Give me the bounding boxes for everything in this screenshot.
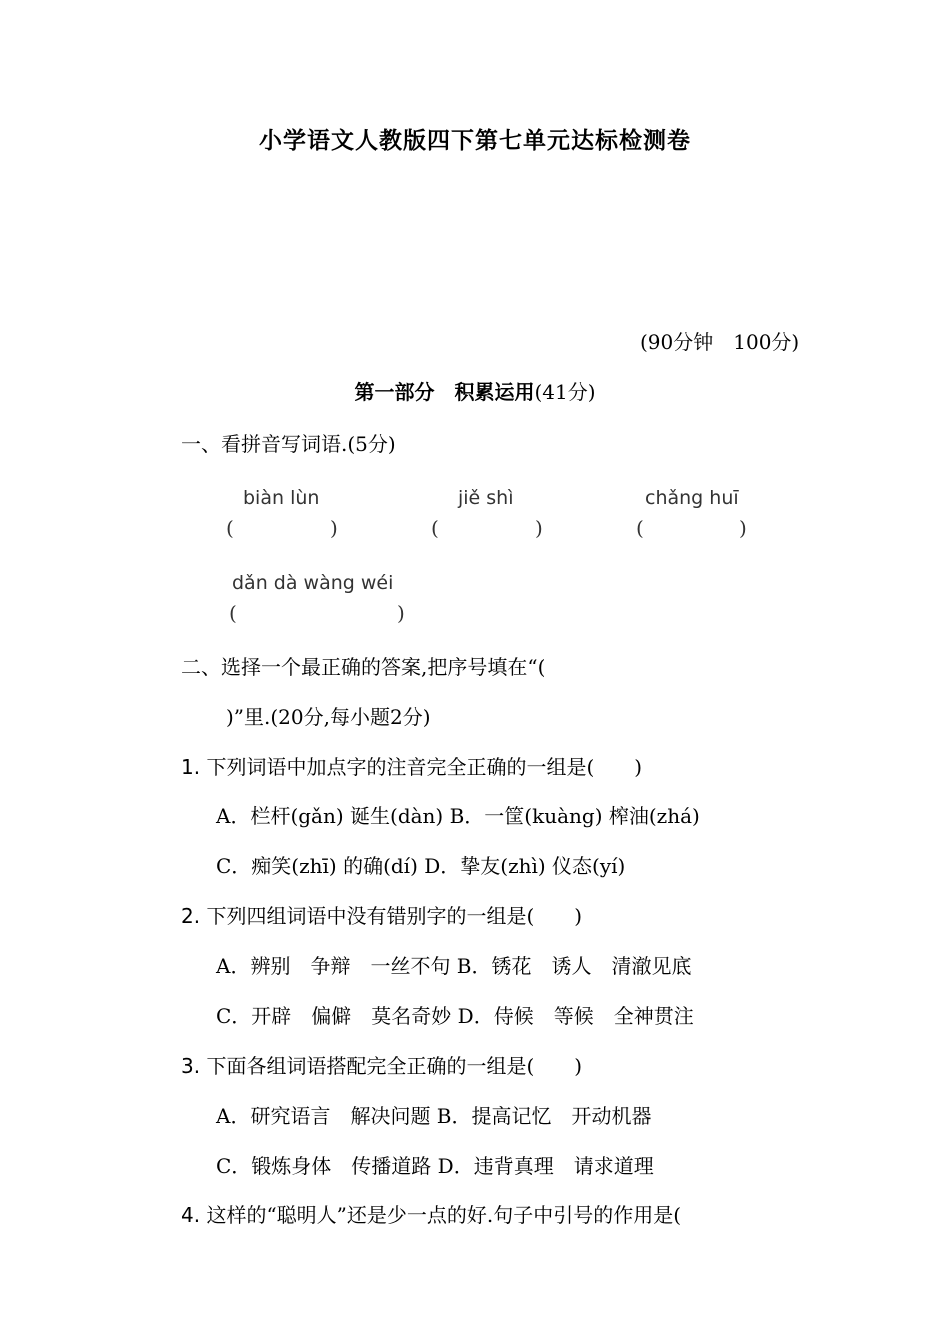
question-2-options-cd: C．开辟 偏僻 莫名奇妙 D．侍候 等候 全神贯注 <box>216 1004 694 1028</box>
question-1 <box>181 751 642 780</box>
question-1-options-ab: A．栏杆(gǎn) 诞生(dàn) B．一筐(kuàng) 榨油(zhá) <box>216 804 700 828</box>
pinyin-item-1: biàn lùn <box>243 487 320 509</box>
answer-close-paren-1: ) <box>330 516 338 540</box>
question-2 <box>181 900 582 929</box>
question-number: 4. <box>181 1203 201 1227</box>
pinyin-item-3: chǎng huī <box>645 487 739 509</box>
section2-heading-line2: )”里.(20分,每小题2分) <box>226 705 431 729</box>
part1-points: (41分) <box>534 380 596 404</box>
answer-open-paren-4: ( <box>229 601 237 625</box>
section2-heading-line1: 二、选择一个最正确的答案,把序号填在“( <box>181 655 546 679</box>
question-text: 下面各组词语搭配完全正确的一组是( ) <box>206 1054 583 1078</box>
question-number: 3. <box>181 1054 201 1078</box>
page-title: 小学语文人教版四下第七单元达标检测卷 <box>259 127 691 154</box>
question-1-options-cd: C．痴笑(zhī) 的确(dí) D．挚友(zhì) 仪态(yí) <box>216 854 626 878</box>
section1-heading: 一、看拼音写词语.(5分) <box>181 432 396 456</box>
answer-open-paren-2: ( <box>431 516 439 540</box>
question-number: 2. <box>181 904 201 928</box>
answer-close-paren-3: ) <box>739 516 747 540</box>
answer-open-paren-3: ( <box>636 516 644 540</box>
question-text: 下列词语中加点字的注音完全正确的一组是( ) <box>206 755 643 779</box>
answer-close-paren-2: ) <box>535 516 543 540</box>
question-number: 1. <box>181 755 201 779</box>
question-4 <box>181 1199 681 1228</box>
question-text: 这样的“聪明人”还是少一点的好.句子中引号的作用是( <box>206 1203 682 1227</box>
question-3-options-cd: C．锻炼身体 传播道路 D．违背真理 请求道理 <box>216 1154 654 1178</box>
part1-label: 第一部分 积累运用 <box>354 380 535 404</box>
question-3 <box>181 1050 582 1079</box>
question-text: 下列四组词语中没有错别字的一组是( ) <box>206 904 583 928</box>
answer-open-paren-1: ( <box>226 516 234 540</box>
question-3-options-ab: A．研究语言 解决问题 B．提高记忆 开动机器 <box>216 1104 652 1128</box>
pinyin-item-2: jiě shì <box>458 487 514 509</box>
exam-time-score: (90分钟 100分) <box>640 330 800 354</box>
part1-title <box>0 376 950 405</box>
answer-close-paren-4: ) <box>397 601 405 625</box>
pinyin-item-4: dǎn dà wàng wéi <box>232 572 394 594</box>
question-2-options-ab: A．辨别 争辩 一丝不句 B．锈花 诱人 清澈见底 <box>216 954 692 978</box>
